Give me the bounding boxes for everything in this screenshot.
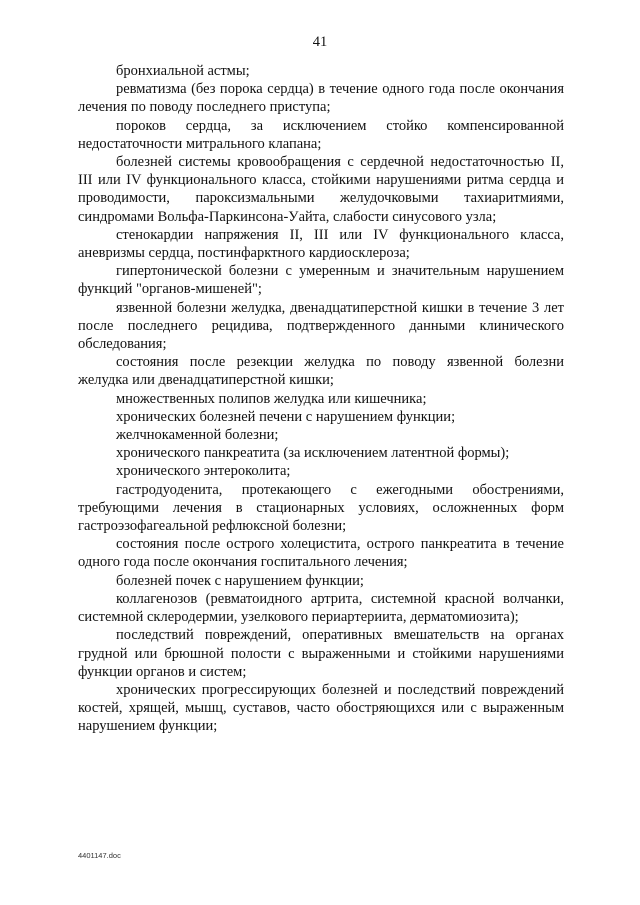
document-filename: 4401147.doc <box>78 851 121 860</box>
paragraph: хронического панкреатита (за исключением латентной формы); <box>116 445 510 462</box>
paragraph: множественных полипов желудка или кишечника; <box>116 390 427 407</box>
paragraph: болезней системы кровообращения с сердечной недостаточностью II, III или IV функционального класса, стойкими нарушениями ритма сердца и проводимости, пароксизмальными желудочковыми тахиаритмиями, синдромами Вольфа-Паркинсона-Уайта, слабости синусового узла; <box>78 154 564 225</box>
paragraph: хронического энтероколита; <box>116 463 291 480</box>
paragraph: желчнокаменной болезни; <box>116 427 279 444</box>
paragraph: состояния после острого холецистита, острого панкреатита в течение одного года после окончания госпитального лечения; <box>78 536 564 571</box>
paragraph: гастродуоденита, протекающего с ежегодными обострениями, требующими лечения в стационарных условиях, осложненных форм гастроэзофагеальной рефлюксной болезни; <box>78 481 564 535</box>
paragraph: состояния после резекции желудка по поводу язвенной болезни желудка или двенадцатиперстной кишки; <box>78 354 564 389</box>
paragraph: последствий повреждений, оперативных вмешательств на органах грудной или брюшной полости с выраженными и стойкими нарушениями функции органов и систем; <box>78 627 564 680</box>
paragraph: гипертонической болезни с умеренным и значительным нарушением функций "органов-мишеней"; <box>78 263 564 298</box>
paragraph: ревматизма (без порока сердца) в течение одного года после окончания лечения по поводу последнего приступа; <box>78 81 564 116</box>
page-number: 41 <box>312 34 328 50</box>
paragraph: язвенной болезни желудка, двенадцатиперстной кишки в течение 3 лет после последнего рецидива, подтвержденного данными клинического обследования; <box>78 299 564 353</box>
paragraph: бронхиальной астмы; <box>116 63 250 79</box>
paragraph: хронических болезней печени с нарушением функции; <box>116 408 456 425</box>
paragraph: пороков сердца, за исключением стойко компенсированной недостаточности митрального клапана; <box>78 117 564 152</box>
paragraph: коллагенозов (ревматоидного артрита, системной красной волчанки, системной склеродермии, узелкового периартериита, дерматомиозита); <box>78 590 564 626</box>
document-body <box>78 62 564 736</box>
paragraph: болезней почек с нарушением функции; <box>116 572 364 589</box>
paragraph: хронических прогрессирующих болезней и последствий повреждений костей, хрящей, мышц, суставов, часто обостряющихся или с выраженным нарушением функции; <box>78 681 564 735</box>
paragraph: стенокардии напряжения II, III или IV функционального класса, аневризмы сердца, постинфарктного кардиосклероза; <box>78 226 564 262</box>
